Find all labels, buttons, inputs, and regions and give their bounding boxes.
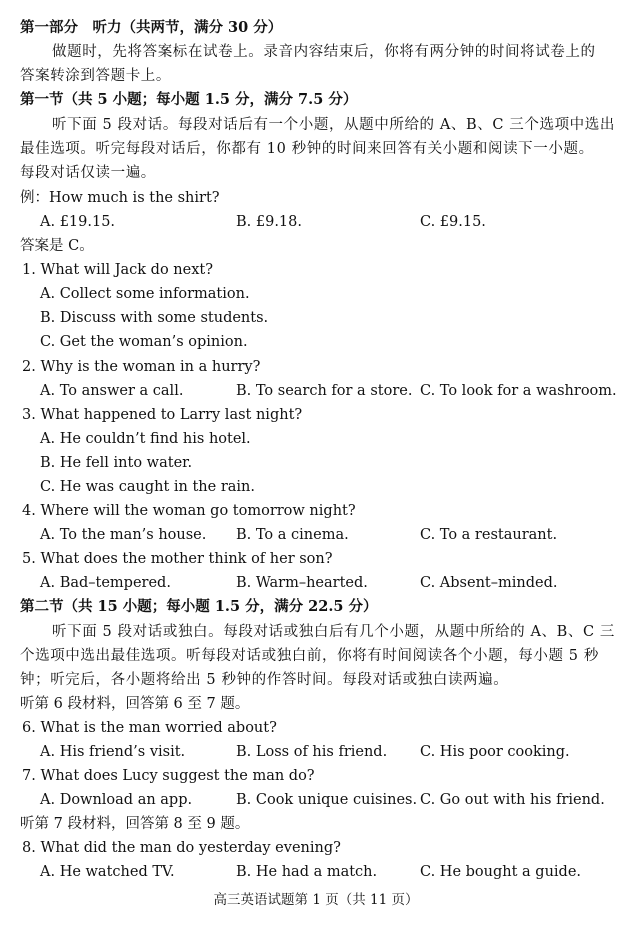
question-stem: 8. What did the man do yesterday evening? [22, 840, 341, 856]
example-question: 例：How much is the shirt? [20, 190, 220, 206]
question-stem: 6. What is the man worried about? [22, 720, 277, 736]
part1-intro-line1: 做题时，先将答案标在试卷上。录音内容结束后，你将有两分钟的时间将试卷上的 [52, 44, 596, 60]
option-b: B. Warm–hearted. [236, 575, 368, 591]
section2-intro-line3: 钟；听完后，各小题将给出 5 秒钟的作答时间。每段对话或独白读两遍。 [20, 672, 509, 688]
option-c: C. Absent–minded. [420, 575, 558, 591]
part1-title: 第一部分 听力（共两节，满分 30 分） [20, 19, 283, 36]
example-option-b: B. £9.18. [236, 214, 302, 230]
option-a: A. Download an app. [40, 792, 193, 808]
option-a: A. He couldn’t find his hotel. [40, 431, 251, 447]
option-a: A. To answer a call. [40, 383, 184, 399]
example-option-c: C. £9.15. [420, 214, 486, 230]
section2-intro-line1: 听下面 5 段对话或独白。每段对话或独白后有几个小题，从题中所给的 A、B、C 三 [52, 624, 615, 640]
question-stem: 3. What happened to Larry last night? [22, 407, 303, 423]
option-c: C. Get the woman’s opinion. [40, 334, 248, 350]
section1-intro-line2: 最佳选项。听完每段对话后，你都有 10 秒钟的时间来回答有关小题和阅读下一小题。 [20, 141, 594, 157]
option-b: B. Cook unique cuisines. [236, 792, 418, 808]
option-c: C. He bought a guide. [420, 864, 582, 880]
question-stem: 7. What does Lucy suggest the man do? [22, 768, 315, 784]
option-c: C. He was caught in the rain. [40, 479, 256, 495]
part1-intro-line2: 答案转涂到答题卡上。 [20, 68, 171, 84]
question-stem: 1. What will Jack do next? [22, 262, 213, 278]
section1-intro-line3: 每段对话仅读一遍。 [20, 165, 156, 181]
option-c: C. Go out with his friend. [420, 792, 605, 808]
page-footer: 高三英语试题第 1 页（共 11 页） [213, 892, 419, 908]
option-c: C. To look for a washroom. [420, 383, 617, 399]
section1-intro-line1: 听下面 5 段对话。每段对话后有一个小题，从题中所给的 A、B、C 三个选项中选出 [52, 117, 615, 133]
option-a: A. Collect some information. [40, 286, 250, 302]
section2-intro-line2: 个选项中选出最佳选项。听每段对话或独白前，你将有时间阅读各个小题，每小题 5 秒 [20, 648, 599, 664]
option-a: A. Bad–tempered. [40, 575, 171, 591]
option-b: B. To a cinema. [236, 527, 349, 543]
option-a: A. He watched TV. [40, 864, 175, 880]
section1-title: 第一节（共 5 小题；每小题 1.5 分，满分 7.5 分） [20, 91, 358, 108]
question-stem: 5. What does the mother think of her son? [22, 551, 333, 567]
option-c: C. To a restaurant. [420, 527, 558, 543]
option-a: A. His friend’s visit. [40, 744, 186, 760]
option-b: B. Loss of his friend. [236, 744, 388, 760]
option-b: B. Discuss with some students. [40, 310, 269, 326]
example-answer: 答案是 C。 [20, 238, 94, 254]
section2-title: 第二节（共 15 小题；每小题 1.5 分，满分 22.5 分） [20, 598, 378, 615]
option-b: B. He had a match. [236, 864, 378, 880]
material-6-instruction: 听第 6 段材料，回答第 6 至 7 题。 [20, 696, 250, 712]
question-stem: 2. Why is the woman in a hurry? [22, 359, 261, 375]
option-b: B. To search for a store. [236, 383, 413, 399]
option-a: A. To the man’s house. [40, 527, 207, 543]
question-stem: 4. Where will the woman go tomorrow night? [22, 503, 356, 519]
option-c: C. His poor cooking. [420, 744, 570, 760]
example-option-a: A. £19.15. [40, 214, 116, 230]
option-b: B. He fell into water. [40, 455, 193, 471]
material-7-instruction: 听第 7 段材料，回答第 8 至 9 题。 [20, 816, 250, 832]
